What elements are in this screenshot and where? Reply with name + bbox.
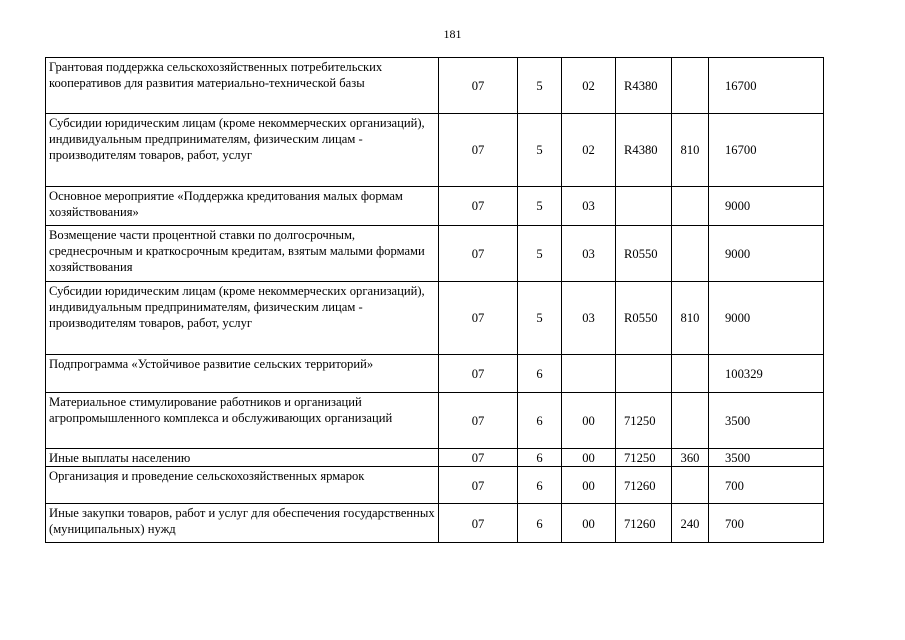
program-code: 6 bbox=[518, 467, 562, 504]
subprogram-code: 00 bbox=[562, 449, 616, 467]
amount: 16700 bbox=[709, 58, 824, 114]
expense-type-code bbox=[672, 226, 709, 282]
program-code: 6 bbox=[518, 355, 562, 393]
table-row bbox=[46, 504, 824, 543]
program-code: 5 bbox=[518, 58, 562, 114]
ministry-code: 07 bbox=[439, 187, 518, 226]
amount: 16700 bbox=[709, 114, 824, 187]
program-code: 5 bbox=[518, 282, 562, 355]
row-name: Субсидии юридическим лицам (кроме некоммерческих организаций), индивидуальным предпринимателям, физическим лицам - производителям товаров, работ, услуг bbox=[46, 114, 439, 187]
ministry-code: 07 bbox=[439, 393, 518, 449]
subprogram-code: 00 bbox=[562, 504, 616, 543]
program-code: 6 bbox=[518, 504, 562, 543]
ministry-code: 07 bbox=[439, 467, 518, 504]
expense-type-code: 360 bbox=[672, 449, 709, 467]
expense-type-code bbox=[672, 355, 709, 393]
subprogram-code: 03 bbox=[562, 282, 616, 355]
expense-type-code bbox=[672, 58, 709, 114]
amount: 3500 bbox=[709, 449, 824, 467]
program-code: 5 bbox=[518, 226, 562, 282]
subprogram-code bbox=[562, 355, 616, 393]
direction-code: 71250 bbox=[616, 393, 672, 449]
program-code: 5 bbox=[518, 114, 562, 187]
direction-code: 71260 bbox=[616, 504, 672, 543]
amount: 700 bbox=[709, 467, 824, 504]
page-number: 181 bbox=[443, 27, 462, 41]
expense-type-code: 240 bbox=[672, 504, 709, 543]
expense-type-code: 810 bbox=[672, 282, 709, 355]
direction-code: R0550 bbox=[616, 226, 672, 282]
program-code: 6 bbox=[518, 449, 562, 467]
table-row bbox=[46, 187, 824, 226]
ministry-code: 07 bbox=[439, 504, 518, 543]
direction-code bbox=[616, 187, 672, 226]
amount: 9000 bbox=[709, 187, 824, 226]
ministry-code: 07 bbox=[439, 449, 518, 467]
table-row bbox=[46, 58, 824, 114]
table-row bbox=[46, 282, 824, 355]
row-name: Подпрограмма «Устойчивое развитие сельских территорий» bbox=[46, 355, 439, 393]
row-name: Грантовая поддержка сельскохозяйственных потребительских кооперативов для развития материально-технической базы bbox=[46, 58, 439, 114]
direction-code bbox=[616, 355, 672, 393]
expense-type-code: 810 bbox=[672, 114, 709, 187]
amount: 3500 bbox=[709, 393, 824, 449]
expense-type-code bbox=[672, 467, 709, 504]
direction-code: R0550 bbox=[616, 282, 672, 355]
subprogram-code: 00 bbox=[562, 467, 616, 504]
direction-code: 71260 bbox=[616, 467, 672, 504]
program-code: 6 bbox=[518, 393, 562, 449]
row-name: Основное мероприятие «Поддержка кредитования малых формам хозяйствования» bbox=[46, 187, 439, 226]
direction-code: R4380 bbox=[616, 114, 672, 187]
expense-type-code bbox=[672, 393, 709, 449]
amount: 9000 bbox=[709, 226, 824, 282]
budget-table bbox=[45, 57, 824, 543]
subprogram-code: 02 bbox=[562, 114, 616, 187]
row-name: Возмещение части процентной ставки по долгосрочным, среднесрочным и краткосрочным кредитам, взятым малыми формами хозяйствования bbox=[46, 226, 439, 282]
amount: 100329 bbox=[709, 355, 824, 393]
row-name: Организация и проведение сельскохозяйственных ярмарок bbox=[46, 467, 439, 504]
amount: 700 bbox=[709, 504, 824, 543]
program-code: 5 bbox=[518, 187, 562, 226]
direction-code: 71250 bbox=[616, 449, 672, 467]
ministry-code: 07 bbox=[439, 282, 518, 355]
table-row bbox=[46, 114, 824, 187]
table-row bbox=[46, 449, 824, 467]
direction-code: R4380 bbox=[616, 58, 672, 114]
table-row bbox=[46, 467, 824, 504]
subprogram-code: 02 bbox=[562, 58, 616, 114]
subprogram-code: 03 bbox=[562, 187, 616, 226]
table-row bbox=[46, 355, 824, 393]
row-name: Материальное стимулирование работников и организаций агропромышленного комплекса и обслуживающих организаций bbox=[46, 393, 439, 449]
row-name: Иные выплаты населению bbox=[46, 449, 439, 467]
expense-type-code bbox=[672, 187, 709, 226]
amount: 9000 bbox=[709, 282, 824, 355]
row-name: Субсидии юридическим лицам (кроме некоммерческих организаций), индивидуальным предпринимателям, физическим лицам - производителям товаров, работ, услуг bbox=[46, 282, 439, 355]
ministry-code: 07 bbox=[439, 114, 518, 187]
row-name: Иные закупки товаров, работ и услуг для обеспечения государственных (муниципальных) нужд bbox=[46, 504, 439, 543]
ministry-code: 07 bbox=[439, 355, 518, 393]
ministry-code: 07 bbox=[439, 58, 518, 114]
ministry-code: 07 bbox=[439, 226, 518, 282]
table-row bbox=[46, 393, 824, 449]
subprogram-code: 00 bbox=[562, 393, 616, 449]
table-row bbox=[46, 226, 824, 282]
subprogram-code: 03 bbox=[562, 226, 616, 282]
